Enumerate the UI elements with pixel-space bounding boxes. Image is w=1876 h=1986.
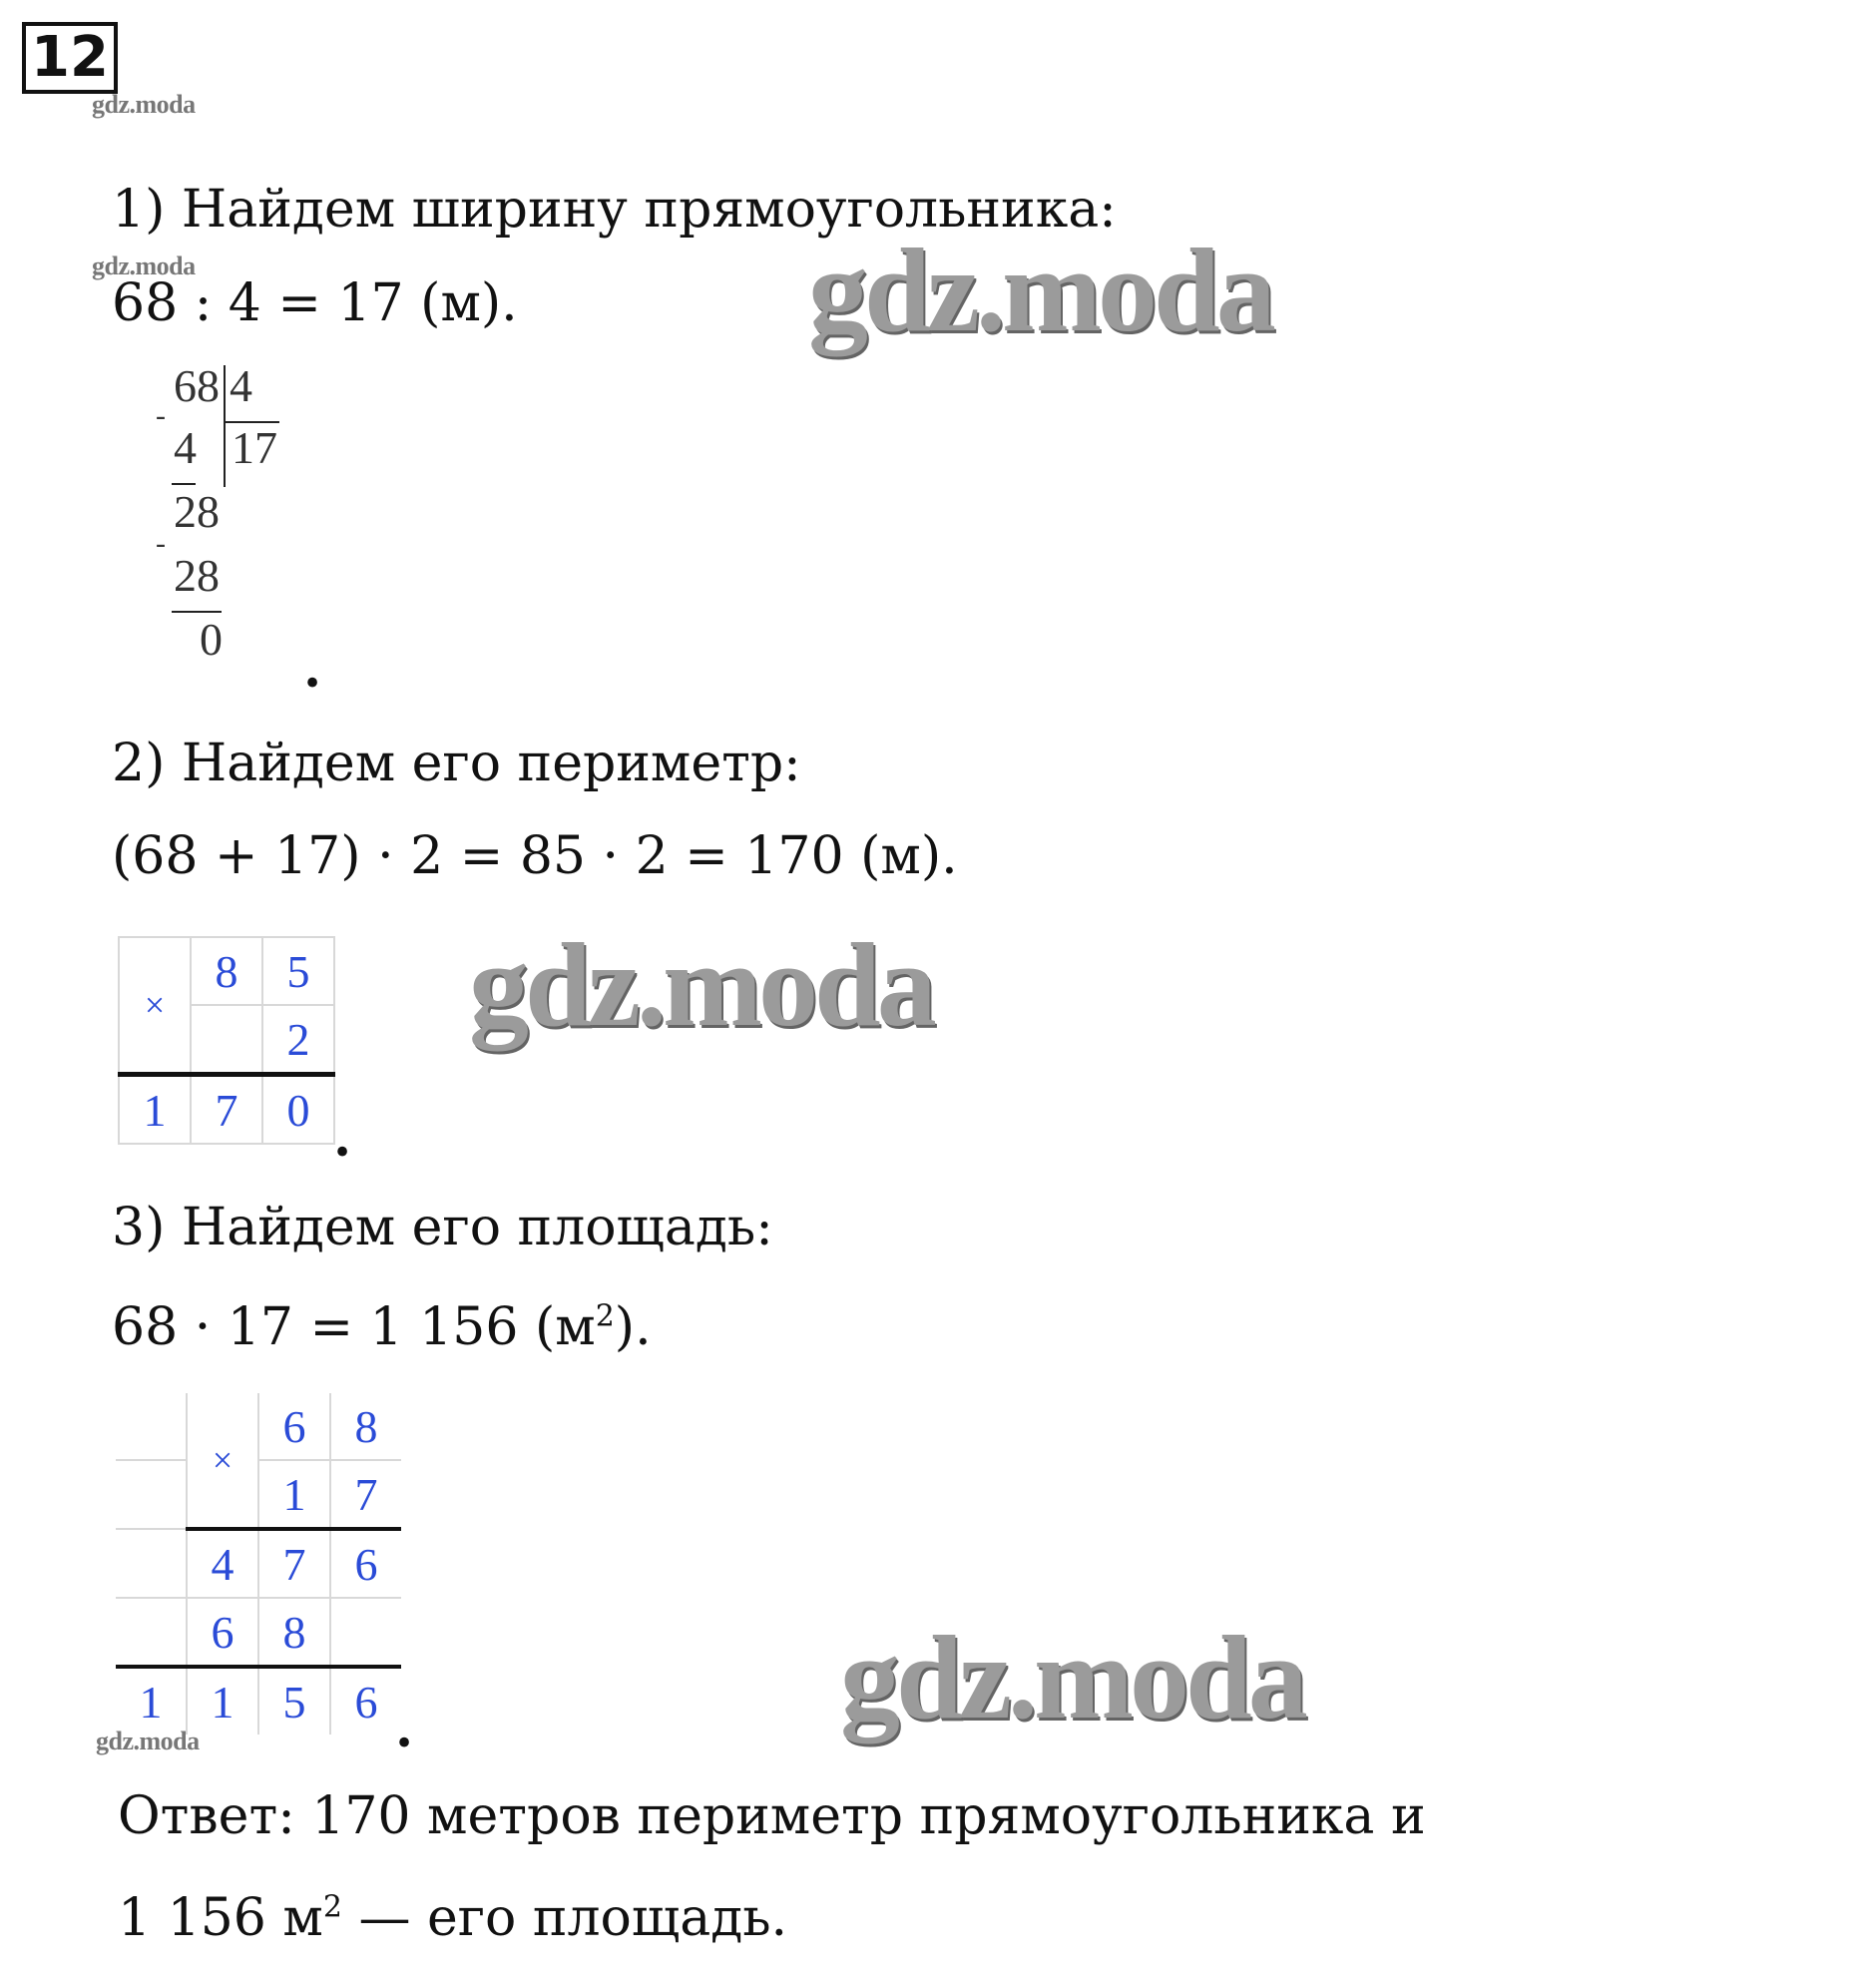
division-remainder-1: 28 [174,486,220,537]
mult2-partial-cell: 7 [258,1529,330,1598]
mult1-cell: 2 [262,1005,334,1075]
division-quotient: 17 [232,422,277,473]
division-divisor: 4 [230,360,252,411]
division-vertical-line [224,365,226,487]
mult2-partial-cell: 6 [330,1529,401,1598]
answer-line-1: Ответ: 170 метров периметр прямоугольника и [118,1786,1426,1846]
division-remainder-2: 0 [200,614,223,665]
period: . [333,1108,352,1169]
step3-formula: 68 · 17 = 1 156 $(м^2)$. [112,1297,652,1357]
period: . [303,639,322,700]
multiply-sign: × [187,1393,258,1529]
mult2-result-cell: 6 [330,1667,401,1735]
division-subtrahend-2: 28 [174,550,220,601]
mult1-result-cell: 1 [119,1075,191,1145]
step3-heading: 3) Найдем его площадь: [112,1198,773,1257]
mult2-cell: 7 [330,1460,401,1529]
step1-formula: 68 : 4 = 17 (м). [112,273,518,333]
mult1-cell: 8 [191,937,262,1005]
mult2-result-cell: 1 [116,1667,187,1735]
mult1-result-cell: 0 [262,1075,334,1145]
mult2-cell: 6 [258,1393,330,1460]
watermark-small: gdz.moda [92,90,196,119]
division-dividend: 68 [174,360,220,411]
multiplication-table-2 [116,1393,401,1735]
mult2-cell: 1 [258,1460,330,1529]
mult1-result-cell: 7 [191,1075,262,1145]
mult1-cell: 5 [262,937,334,1005]
step2-heading: 2) Найдем его периметр: [112,734,801,793]
answer-line-2: 1 156 $м^2$ — его площадь. [118,1888,788,1948]
mult2-partial-cell: 4 [187,1529,258,1598]
step2-formula: (68 + 17) · 2 = 85 · 2 = 170 (м). [112,826,958,886]
watermark-small: gdz.moda [92,251,196,280]
division-subtrahend-1: 4 [174,422,197,473]
mult1-cell [191,1005,262,1075]
watermark-small: gdz.moda [96,1727,200,1755]
watermark-large: gdz.moda [840,1611,1304,1743]
period: . [395,1699,414,1759]
watermark-large: gdz.moda [469,918,933,1051]
mult2-partial-cell: 6 [187,1598,258,1667]
mult2-result-cell: 1 [187,1667,258,1735]
watermark-large: gdz.moda [808,224,1272,356]
mult2-partial-cell: 8 [258,1598,330,1667]
long-division: 68 4 - 4 17 28 - 28 0 [156,360,277,665]
task-number: 12 [22,22,118,94]
mult2-cell: 8 [330,1393,401,1460]
mult2-result-cell: 5 [258,1667,330,1735]
multiply-sign: × [119,937,191,1075]
step1-heading: 1) Найдем ширину прямоугольника: [112,180,1117,240]
multiplication-table-1 [118,936,335,1145]
